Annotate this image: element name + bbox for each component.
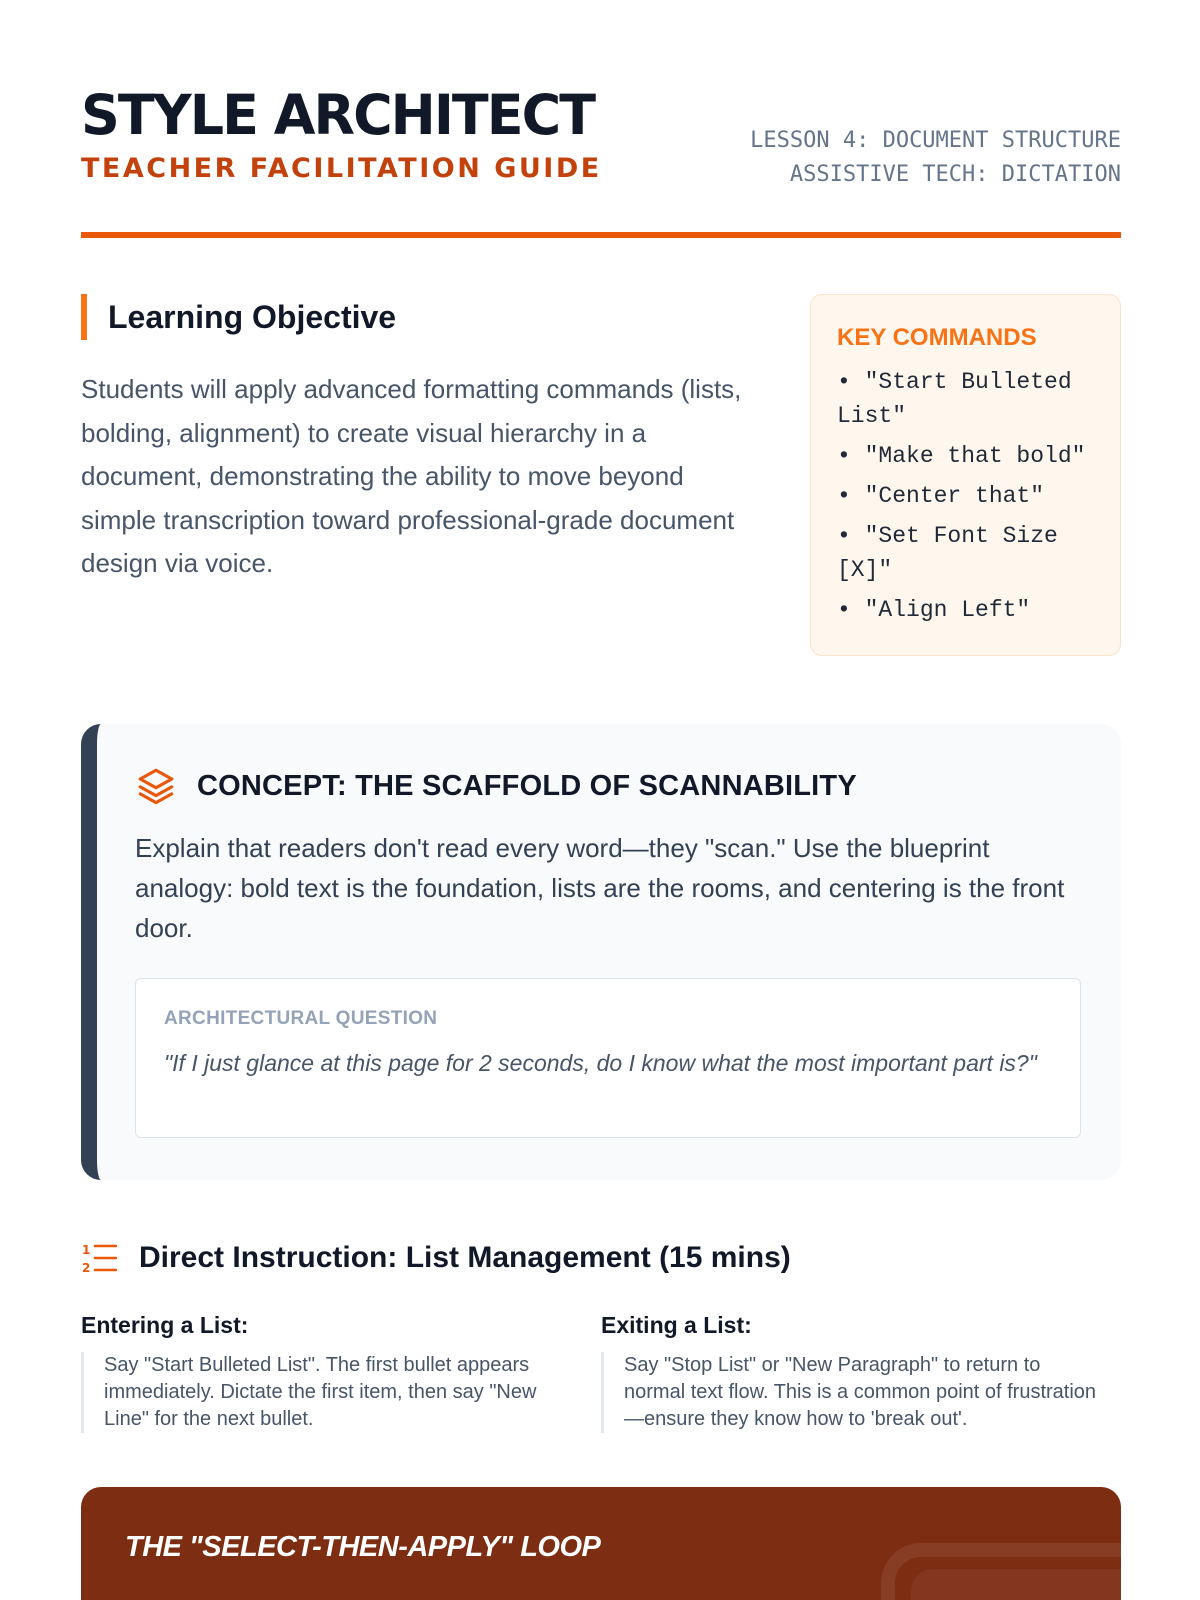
key-commands-list: [837, 365, 1094, 627]
page: [81, 0, 1121, 1600]
instruction-heading: [81, 1236, 1121, 1280]
entering-list-column: [81, 1310, 601, 1433]
tech-label: ASSISTIVE TECH: DICTATION: [789, 162, 1121, 187]
brand-subtitle: TEACHER FACILITATION GUIDE: [81, 153, 602, 184]
question-text: "If I just glance at this page for 2 seconds, do I know what the most important part is?": [164, 1050, 1037, 1076]
command-item: • "Center that": [837, 483, 1045, 509]
command-item: • "Align Left": [837, 597, 1031, 623]
command-item: • "Start Bulleted List": [837, 369, 1072, 429]
lesson-meta: [750, 124, 1121, 192]
header: [81, 84, 1121, 244]
entering-list-text: Say "Start Bulleted List". The first bullet appears immediately. Dictate the first item, then say "New Line" for the next bullet.: [81, 1352, 581, 1433]
key-commands-panel: [810, 294, 1121, 656]
objective-title: Learning Objective: [108, 298, 397, 335]
question-label: ARCHITECTURAL QUESTION: [164, 1008, 438, 1029]
command-item: • "Make that bold": [837, 443, 1086, 469]
banner-decoration-inner: [911, 1569, 1121, 1600]
lesson-label: LESSON 4: DOCUMENT STRUCTURE: [750, 128, 1121, 153]
exiting-list-title: Exiting a List:: [601, 1312, 752, 1338]
exiting-list-text: Say "Stop List" or "New Paragraph" to return to normal text flow. This is a common point of frustration—ensure they know how to 'break out'.: [601, 1352, 1101, 1433]
svg-text:2: 2: [82, 1261, 91, 1275]
concept-heading: [135, 764, 1081, 808]
concept-card: [81, 724, 1121, 1180]
brand-title: STYLE ARCHITECT: [81, 83, 594, 147]
exiting-list-column: [601, 1310, 1121, 1433]
concept-title: CONCEPT: THE SCAFFOLD OF SCANNABILITY: [197, 769, 857, 802]
architectural-question: [135, 978, 1081, 1138]
loop-title: THE "SELECT-THEN-APPLY" LOOP: [125, 1531, 601, 1563]
learning-objective: [81, 294, 761, 586]
layers-icon: [135, 765, 177, 807]
concept-text: Explain that readers don't read every word—they "scan." Use the blueprint analogy: bold text is the foundation, lists are the rooms, and centering is the front door.: [135, 833, 1065, 943]
direct-instruction: [81, 1236, 1121, 1433]
objective-accent-bar: [81, 294, 87, 340]
numbered-list-icon: [81, 1241, 117, 1275]
svg-text:1: 1: [82, 1243, 91, 1257]
instruction-title: Direct Instruction: List Management (15 mins): [139, 1241, 791, 1274]
objective-text: Students will apply advanced formatting commands (lists, bolding, alignment) to create visual hierarchy in a document, demonstrating the ability to move beyond simple transcription toward professional-grade document design via voice.: [81, 374, 742, 578]
header-divider: [81, 232, 1121, 238]
command-item: • "Set Font Size [X]": [837, 523, 1058, 583]
entering-list-title: Entering a List:: [81, 1312, 249, 1338]
key-commands-title: KEY COMMANDS: [837, 324, 1037, 351]
instruction-columns: [81, 1310, 1121, 1433]
objective-heading: [81, 294, 761, 340]
select-then-apply-banner: [81, 1487, 1121, 1600]
